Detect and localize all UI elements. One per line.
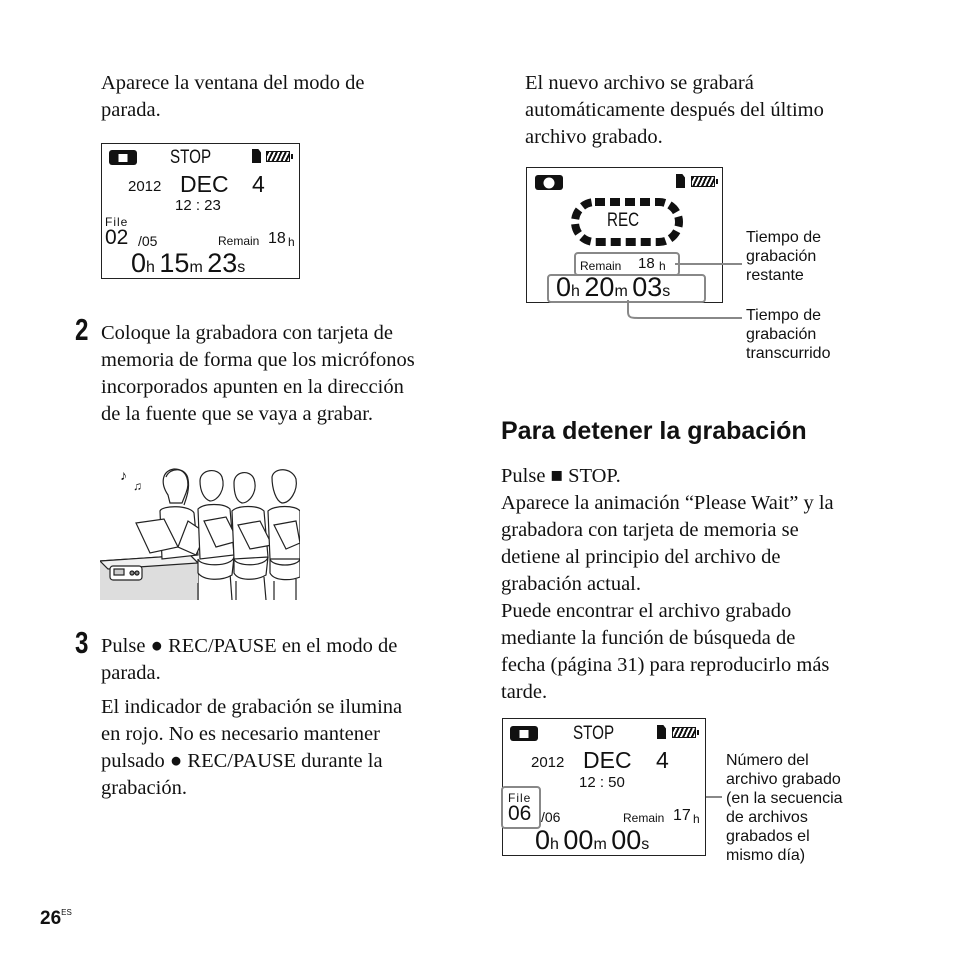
date-month: DEC (583, 747, 632, 773)
elapsed-time: 0h 00m 00s (535, 825, 650, 855)
step-3-text: Pulse ● REC/PAUSE en el modo de parada. (101, 635, 398, 684)
remain-label: Remain (580, 259, 622, 273)
callout-file-number: Número del archivo grabado (en la secuencia de archivos grabados el mismo día) (726, 752, 843, 864)
date-year: 2012 (531, 754, 565, 771)
remain-unit: h (659, 259, 666, 273)
mode-label: STOP (573, 723, 615, 744)
date-day: 4 (656, 747, 669, 773)
file-total: /05 (138, 233, 158, 249)
step-number-3: 3 (75, 625, 89, 660)
file-number: 06 (508, 802, 532, 825)
remain-unit: h (288, 235, 295, 249)
step-2-text: Coloque la grabadora con tarjeta de memoria de forma que los micrófonos incorporados apunten en la dirección de la fuente que se vaya a grabar. (101, 322, 415, 425)
remain-value: 18 (268, 230, 286, 247)
remain-value: 18 (638, 255, 655, 272)
stop-instructions: Pulse ■ STOP. Aparece la animación “Please Wait” y la grabadora con tarjeta de memoria se detiene al principio del archivo de grabación actual. Puede encontrar el archivo grabado mediante la función de búsqueda de fecha (página 31) para reproducirlo más tarde. (501, 465, 834, 703)
mode-label: STOP (170, 147, 212, 168)
stop-square-icon: ■ (550, 465, 563, 487)
remain-unit: h (693, 812, 700, 826)
intro-right: El nuevo archivo se grabará automáticamente después del último archivo grabado. (525, 72, 824, 148)
callout-remaining-time: Tiempo de grabación restante (746, 229, 821, 284)
music-notes-icon: ♫ (133, 479, 142, 493)
elapsed-time: 0h 20m 03s (556, 272, 671, 302)
callout-elapsed-time: Tiempo de grabación transcurrido (746, 307, 831, 362)
date-year: 2012 (128, 178, 162, 195)
section-heading: Para detener la grabación (501, 417, 807, 445)
record-dot-icon: ● (169, 750, 183, 772)
date-month: DEC (180, 171, 229, 197)
file-number: 02 (105, 226, 129, 249)
stop-mode-icon (510, 726, 538, 741)
clock-time: 12 : 50 (579, 774, 625, 791)
file-total: /06 (541, 809, 561, 825)
lcd-stop-display-after (502, 718, 706, 856)
remain-value: 17 (673, 807, 691, 824)
battery-icon (672, 727, 696, 738)
elapsed-time: 0h 15m 23s (131, 248, 246, 278)
record-dot-icon: ● (150, 635, 163, 657)
page-number: $26^{ES}$ (40, 908, 72, 929)
rec-label: REC (607, 210, 640, 231)
language-code: ES (61, 908, 72, 917)
step-number-2: 2 (75, 312, 89, 347)
file-label: File (508, 791, 532, 805)
music-note-icon: ♪ (120, 467, 127, 483)
remain-label: Remain (218, 234, 260, 248)
intro-left: Aparece la ventana del modo de parada. (101, 72, 365, 121)
clock-time: 12 : 23 (175, 197, 221, 214)
remain-label: Remain (623, 811, 665, 825)
date-day: 4 (252, 171, 265, 197)
memory-card-icon (657, 725, 666, 739)
file-label: File (105, 215, 129, 229)
step-3-detail: El indicador de grabación se ilumina en rojo. No es necesario mantener pulsado ● REC/PAUSE durante la grabación. (101, 696, 403, 799)
